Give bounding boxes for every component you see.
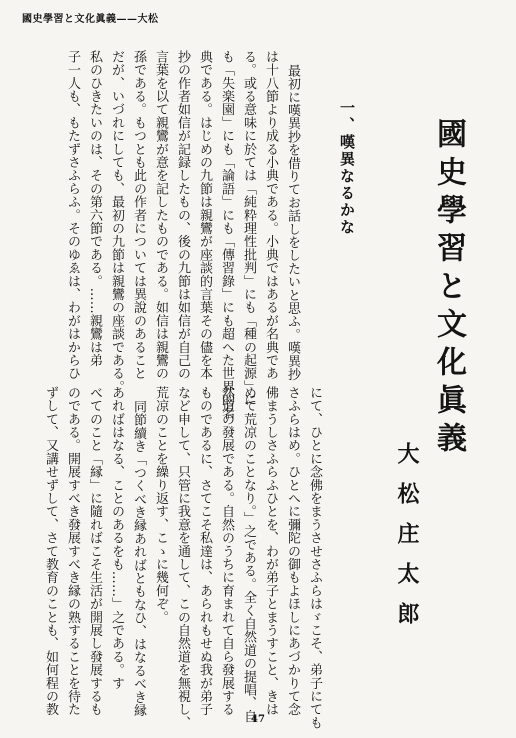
author-name: 大松庄太郎 xyxy=(394,442,420,642)
lower-text-column-3: めて荒凉のことなり。」之である。全く自然道の提唱、自 xyxy=(241,386,256,723)
lower-text-column-4: 然道の發展である。自然のうちに育まれて自ら發展する xyxy=(219,386,234,716)
upper-text-column-10: 子一人も、もたずさふらふ。そのゆゑは、わがはからひ xyxy=(65,50,80,380)
lower-text-column-12: ずして、又講せずして、さて教育のことも、如何程の教 xyxy=(43,386,58,716)
lower-text-column-2: 佛まうしさふらふひとを、わが弟子とまうすこと、きは xyxy=(263,386,278,716)
upper-text-column-7: 孫である。もつとも此の作者については異說のあること xyxy=(131,50,146,380)
lower-text-column-10: べてのこと「縁」に隨ればこそ生活が開展し發展するも xyxy=(87,386,102,716)
section-heading: 一、嘆異なるかな xyxy=(338,100,356,236)
lower-text-column-5: ものであるに、さてこそ私達は、あられもせぬ我が弟子 xyxy=(197,386,212,716)
page-number: 47 xyxy=(251,714,265,725)
upper-text-column-5: 抄の作者如信が記録したもの、後の九節は如信が自己の xyxy=(175,50,190,380)
upper-text-column-3: も「失楽園」にも「論語」にも「傳習錄」にも超へた世界的名 xyxy=(219,50,234,420)
lower-text-column-0: にて、ひとに念佛をまうさせさふらはゞこそ、弟子にても xyxy=(307,386,322,730)
lower-text-column-9: あればはなる、ことのあるをも……」之である。す xyxy=(109,386,124,690)
upper-text-column-1: は十八節より成る小典である。小典ではあるが名典であ xyxy=(263,50,278,380)
lower-text-column-7: 荒凉のことを繰り返す、こゝに幾何ぞ。 xyxy=(153,386,168,624)
upper-text-column-8: だが、いづれにしても、最初の九節は親鸞の座談である。 xyxy=(109,50,124,394)
running-head: 國史學習と文化眞義——大松 xyxy=(22,14,159,25)
page-title: 國史學習と文化眞義 xyxy=(431,118,466,460)
upper-text-column-4: 典である。はじめの九節は親鸞が座談的言葉その儘を本 xyxy=(197,50,212,380)
upper-text-column-0: 最初に嘆異抄を借りてお話しをしたいと思ふ。嘆異抄 xyxy=(285,64,300,381)
lower-text-column-1: さふらはめ。ひとへに彌陀の御もよほしにあづかりて念 xyxy=(285,386,300,716)
lower-text-column-11: のである。開展すべき發展すべき縁の熟することを待た xyxy=(65,386,80,716)
upper-text-column-6: 言葉を以て親鸞が意を記したものである。如信は親鸞の xyxy=(153,50,168,380)
upper-text-column-9: 私のひきたいのは、その第六節である。……親鸞は弟 xyxy=(87,50,102,367)
upper-text-column-2: る。或る意味に於ては「純粋理性批判」にも「種の起源」に xyxy=(241,50,256,407)
lower-text-column-6: など申して、只管に我意を通して、この自然道を無視し、 xyxy=(175,386,190,730)
lower-text-column-8: 同節續き「つくべき縁あればともなひ、はなるべき縁 xyxy=(131,400,146,717)
